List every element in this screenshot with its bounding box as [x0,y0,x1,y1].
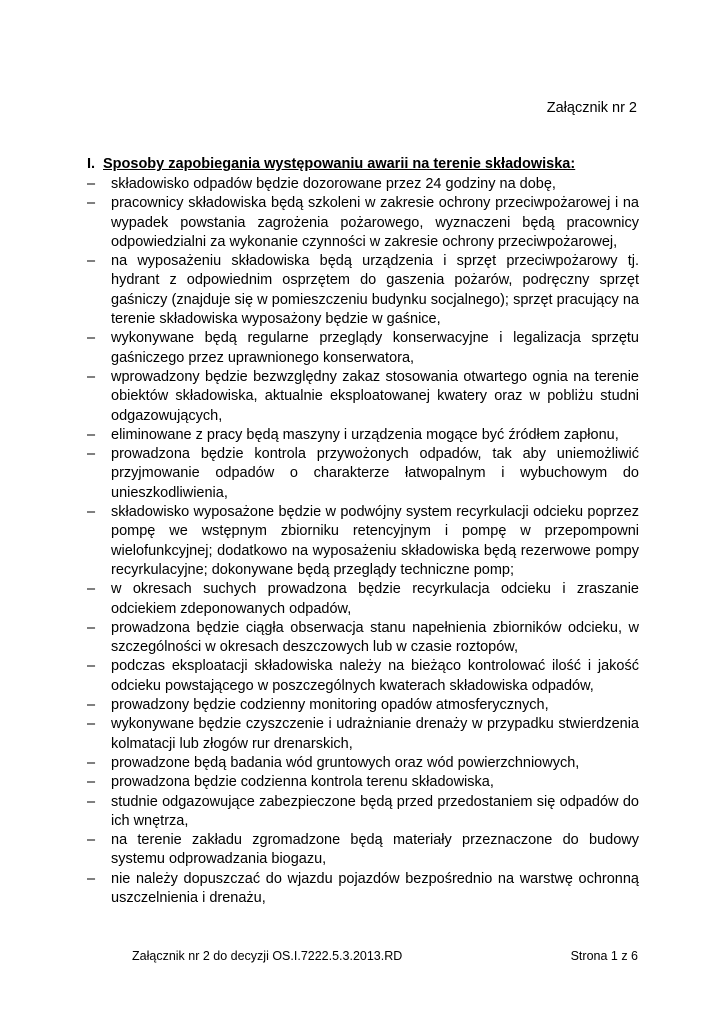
dash-bullet-icon: – [87,774,96,791]
dash-bullet-icon: – [87,832,96,849]
list-item [87,793,639,832]
list-item [87,773,639,792]
list-item [87,194,639,252]
list-item-text: składowisko odpadów będzie dozorowane przez 24 godziny na dobę, [111,176,556,192]
list-item-text: wykonywane będą regularne przeglądy konserwacyjne i legalizacja sprzętu gaśniczego przez uprawnionego konserwatora, [111,330,639,366]
list-item [87,696,639,715]
list-item-text: prowadzony będzie codzienny monitoring opadów atmosferycznych, [111,697,549,714]
dash-bullet-icon: – [87,870,96,887]
list-item [87,657,639,696]
list-item-text: na terenie zakładu zgromadzone będą materiały przeznaczone do budowy systemu odprowadzania biogazu, [111,832,639,868]
list-item-text: prowadzona będzie codzienna kontrola terenu składowiska, [111,774,494,791]
dash-bullet-icon: – [87,176,96,192]
list-item-text: podczas eksploatacji składowiska należy na bieżąco kontrolować ilość i jakość odcieku powstającego w poszczególnych kwaterach składowiska odpadów, [111,658,639,694]
list-item-text: studnie odgazowujące zabezpieczone będą przed przedostaniem się odpadów do ich wnętrza, [111,793,639,829]
list-item [87,831,639,870]
section-heading [87,156,575,172]
list-item-text: prowadzona będzie ciągła obserwacja stanu napełnienia zbiorników odcieku, w szczególności w okresach deszczowych lub w czasie roztopów, [111,619,639,656]
list-item [87,252,639,329]
dash-bullet-icon: – [87,253,96,270]
footer-reference: Załącznik nr 2 do decyzji OS.I.7222.5.3.2013.RD [132,949,403,963]
list-item [87,175,639,194]
dash-bullet-icon: – [87,754,96,771]
list-item-text: eliminowane z pracy będą maszyny i urządzenia mogące być źródłem zapłonu, [111,426,619,443]
list-item [87,503,639,580]
list-item-text: prowadzone będą badania wód gruntowych oraz wód powierzchniowych, [111,754,580,771]
list-item [87,580,639,619]
dash-bullet-icon: – [87,581,96,598]
list-item [87,754,639,773]
dash-bullet-icon: – [87,793,96,810]
list-item [87,619,639,658]
list-item [87,715,639,754]
dash-bullet-icon: – [87,368,96,385]
dash-bullet-icon: – [87,504,96,521]
list-item-text: nie należy dopuszczać do wjazdu pojazdów bezpośrednio na warstwę ochronną uszczelnienia i drenażu, [111,870,639,906]
list-item [87,445,639,503]
page-footer [132,949,638,963]
list-item-text: pracownicy składowiska będą szkoleni w zakresie ochrony przeciwpożarowej i na wypadek powstania zagrożenia pożarowego, wyznaczeni będą pracownicy odpowiedzialni za wykonanie czynności w zakresie ochrony przeciwpożarowej, [111,195,639,250]
list-item [87,426,639,445]
dash-bullet-icon: – [87,619,96,636]
list-item-text: w okresach suchych prowadzona będzie recyrkulacja odcieku i zraszanie odciekiem zdeponowanych odpadów, [111,581,639,617]
list-item-text: prowadzona będzie kontrola przywożonych odpadów, tak aby uniemożliwić przyjmowanie odpadów o charakterze łatwopalnym i wybuchowym do unieszkodliwienia, [111,446,639,501]
dash-bullet-icon: – [87,426,96,443]
footer-page-number: Strona 1 z 6 [570,949,638,963]
list-item-text: wprowadzony będzie bezwzględny zakaz stosowania otwartego ognia na terenie obiektów składowiska, aktualnie eksploatowanej kwatery oraz w pobliżu studni odgazowujących, [111,368,639,424]
dash-bullet-icon: – [87,195,96,212]
dash-bullet-icon: – [87,716,96,733]
list-item [87,870,639,909]
list-item-text: wykonywane będzie czyszczenie i udrażnianie drenaży w przypadku stwierdzenia kolmatacji lub złogów rur drenarskich, [111,716,639,752]
list-item [87,329,639,368]
list-item [87,368,639,426]
measures-list [87,175,639,908]
attachment-label: Załącznik nr 2 [546,100,637,116]
list-item-text: na wyposażeniu składowiska będą urządzenia i sprzęt przeciwpożarowy tj. hydrant z odpowiednim osprzętem do gaszenia pożarów, podręczny sprzęt gaśniczy (znajduje się w pomieszczeniu budynku socjalnego); sprzęt pracujący na terenie składowiska wyposażony będzie w gaśnice, [111,253,639,328]
section-number: I. [87,156,96,172]
section-title: Sposoby zapobiegania występowaniu awarii na terenie składowiska: [103,156,576,172]
dash-bullet-icon: – [87,697,96,714]
dash-bullet-icon: – [87,658,96,675]
dash-bullet-icon: – [87,446,96,463]
dash-bullet-icon: – [87,330,96,347]
list-item-text: składowisko wyposażone będzie w podwójny system recyrkulacji odcieku poprzez pompę we wstępnym zbiorniku retencyjnym i pompę w przepompowni wielofunkcyjnej; dodatkowo na wyposażeniu składowiska będą rezerwowe pompy recyrkulacyjne; dokonywane będą przeglądy techniczne pomp; [111,504,639,578]
